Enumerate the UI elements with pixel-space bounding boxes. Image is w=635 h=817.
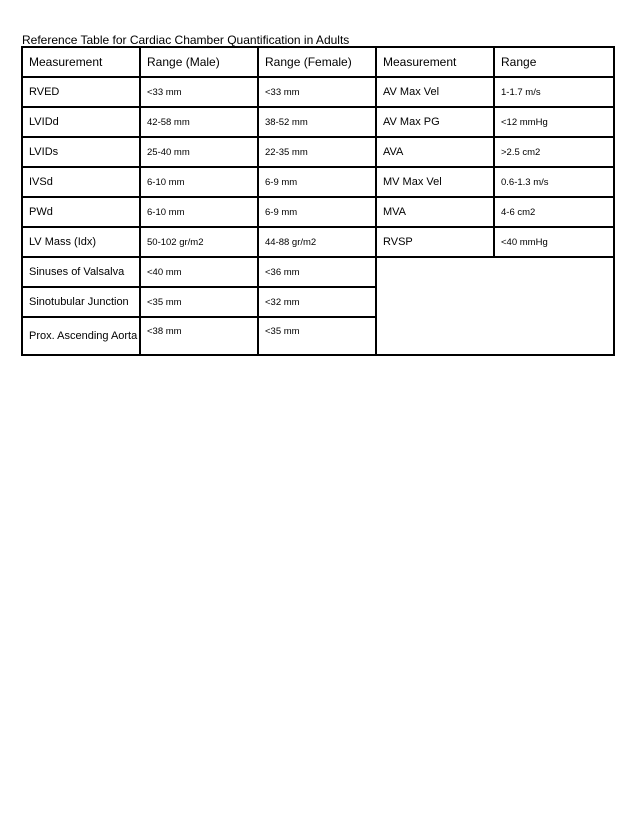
female-range-cell: 44-88 gr/m2 <box>258 227 376 257</box>
male-range-cell: <35 mm <box>140 287 258 317</box>
male-range-cell: <38 mm <box>140 317 258 355</box>
female-range-cell: <35 mm <box>258 317 376 355</box>
measurement-cell: Sinotubular Junction <box>22 287 140 317</box>
table-row <box>22 77 614 107</box>
measurement-cell: LV Mass (Idx) <box>22 227 140 257</box>
range-cell: <12 mmHg <box>494 107 614 137</box>
range-cell: 0.6-1.3 m/s <box>494 167 614 197</box>
table-row <box>22 167 614 197</box>
female-range-cell: 22-35 mm <box>258 137 376 167</box>
measurement-cell-2: AV Max PG <box>376 107 494 137</box>
measurement-cell-2: RVSP <box>376 227 494 257</box>
header-range: Range <box>494 47 614 77</box>
table-row <box>22 197 614 227</box>
measurement-cell-2: MV Max Vel <box>376 167 494 197</box>
range-cell: >2.5 cm2 <box>494 137 614 167</box>
measurement-cell-2: MVA <box>376 197 494 227</box>
male-range-cell: <33 mm <box>140 77 258 107</box>
reference-table <box>21 46 615 356</box>
table-row <box>22 107 614 137</box>
measurement-cell: IVSd <box>22 167 140 197</box>
male-range-cell: <40 mm <box>140 257 258 287</box>
male-range-cell: 42-58 mm <box>140 107 258 137</box>
female-range-cell: 6-9 mm <box>258 197 376 227</box>
measurement-cell-2: AV Max Vel <box>376 77 494 107</box>
measurement-cell: RVED <box>22 77 140 107</box>
female-range-cell: <33 mm <box>258 77 376 107</box>
document-title: Reference Table for Cardiac Chamber Quantification in Adults <box>22 33 350 47</box>
table-row <box>22 257 614 287</box>
measurement-cell: Prox. Ascending Aorta <box>22 317 140 355</box>
male-range-cell: 6-10 mm <box>140 167 258 197</box>
measurement-cell: Sinuses of Valsalva <box>22 257 140 287</box>
table-row <box>22 227 614 257</box>
female-range-cell: <36 mm <box>258 257 376 287</box>
measurement-cell: LVIDs <box>22 137 140 167</box>
measurement-cell-2: AVA <box>376 137 494 167</box>
range-cell: 1-1.7 m/s <box>494 77 614 107</box>
header-row <box>22 47 614 77</box>
measurement-cell: LVIDd <box>22 107 140 137</box>
empty-block <box>376 257 614 355</box>
female-range-cell: 38-52 mm <box>258 107 376 137</box>
range-cell: 4-6 cm2 <box>494 197 614 227</box>
female-range-cell: 6-9 mm <box>258 167 376 197</box>
header-measurement: Measurement <box>22 47 140 77</box>
female-range-cell: <32 mm <box>258 287 376 317</box>
header-range-male: Range (Male) <box>140 47 258 77</box>
measurement-cell: PWd <box>22 197 140 227</box>
table-row <box>22 137 614 167</box>
range-cell: <40 mmHg <box>494 227 614 257</box>
header-measurement-2: Measurement <box>376 47 494 77</box>
header-range-female: Range (Female) <box>258 47 376 77</box>
male-range-cell: 6-10 mm <box>140 197 258 227</box>
male-range-cell: 50-102 gr/m2 <box>140 227 258 257</box>
male-range-cell: 25-40 mm <box>140 137 258 167</box>
